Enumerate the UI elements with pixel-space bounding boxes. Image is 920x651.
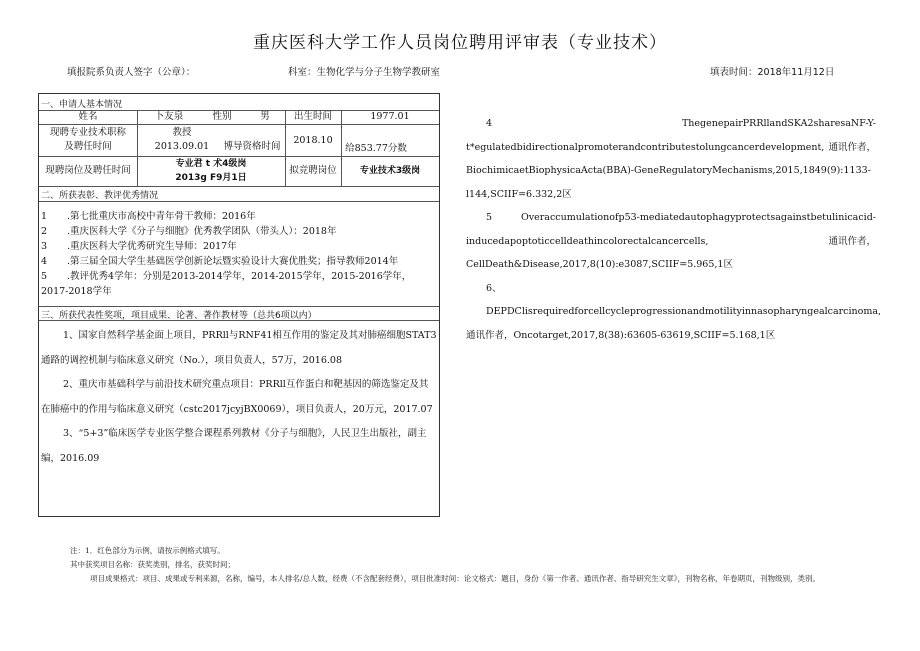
- current-post-value-line2: 2013g F9月1日: [175, 173, 247, 183]
- list-item-continuation: 2017-2018学年: [41, 286, 112, 297]
- name-label: 姓名: [78, 111, 98, 122]
- publication-4-line3: BiochimicaetBiophysicaActa(BBA)-GeneRegulatoryMechanisms,2015,1849(9):1133-: [466, 165, 871, 176]
- publication-6-line1: 6、DEPDClisrequiredforcellcycleprogressionandmotilityinnasopharyngealcarcinoma,: [486, 282, 882, 317]
- birth-label: 出生时间: [293, 111, 332, 122]
- review-form-table: [38, 93, 440, 517]
- publication-4-line2: t*egulatedbidirectionalpromoterandcontributestolungcancerdevelopment,: [466, 141, 825, 153]
- fill-date: 填表时间：2018年11月12日: [710, 67, 835, 78]
- section-basic-info-heading: 一、申请人基本情况: [41, 100, 123, 110]
- section-honors-heading: 二、所获表彰、教评优秀情况: [41, 191, 159, 201]
- current-title-value-line2: 2013.09.01: [154, 141, 210, 152]
- publication-5-number: 5: [486, 212, 493, 223]
- publication-5: [466, 206, 876, 277]
- publication-5-line1: Overaccumulationofp53-mediatedautophagyprotectsagainstbetulinicacid-: [520, 212, 876, 223]
- current-title-label-line2: 及聘任时间: [64, 141, 112, 152]
- current-post-value: [137, 157, 285, 185]
- achievement-3: 3、“5+3”临床医学专业医学整合课程系列教材《分子与细胞》，人民卫生出版社，副主编，2016.09: [41, 428, 427, 464]
- proposed-post-label: 拟竞聘岗位: [289, 165, 337, 176]
- publication-4-number: 4: [486, 118, 493, 129]
- achievement-1: 1、国家自然科学基金面上项目，PRRll与RNF41相互作用的鉴定及其对肺癌细胞STAT3通路的调控机制与临床意义研究（No.），项目负责人，57万，2016.08: [41, 330, 437, 366]
- list-item: 1 .第七批重庆市高校中青年骨干教师：2016年: [41, 211, 256, 222]
- current-post-label: 现聘岗位及聘任时间: [45, 165, 131, 176]
- achievements-text: [41, 324, 437, 471]
- department-label: 科室：生物化学与分子生物学教研室: [288, 67, 441, 78]
- current-title-value-line1: 教授: [172, 127, 192, 138]
- publications-column: [466, 112, 882, 347]
- current-post-value-line1: 专业君 t 术4级岗: [175, 159, 247, 169]
- footnote-2: 其中获奖项目名称：获奖类别，排名，获奖时间；: [70, 560, 235, 569]
- publication-5-line2: inducedapoptoticcelldeathincolorectalcancercells,: [466, 235, 709, 247]
- publication-5-role: 通讯作者，: [828, 235, 876, 247]
- publication-6: [466, 277, 882, 348]
- score-value: 给853.77分数: [345, 143, 407, 154]
- publication-4: [466, 112, 876, 206]
- footnotes: [70, 544, 820, 586]
- doctoral-value: 2018.10: [293, 135, 333, 146]
- page-title: 重庆医科大学工作人员岗位聘用评审表（专业技术）: [253, 33, 667, 53]
- proposed-post-value: 专业技术3级岗: [359, 166, 421, 176]
- gender-label: 性别: [212, 111, 232, 122]
- current-title-value: [137, 126, 227, 154]
- list-item: 5 .教评优秀4学年：分别是2013-2014学年，2014-2015学年，2015-2016学年，: [41, 271, 412, 282]
- footnote-1: 注：1．红色部分为示例，请按示例格式填写。: [70, 546, 225, 555]
- list-item: 2 .重庆医科大学《分子与细胞》优秀教学团队（带头人）：2018年: [41, 226, 337, 237]
- section-achievements-heading: 三、所获代表性奖项，项目成果、论著、著作教材等（总共6项以内）: [41, 311, 317, 321]
- achievement-2: 2、重庆市基础科学与前沿技术研究重点项目：PRRll互作蛋白和靶基因的筛选鉴定及其在肺癌中的作用与临床意义研究（cstc2017jcyjBX0069），项目负责人，20万元，2017.07: [41, 379, 433, 415]
- birth-value: 1977.01: [370, 111, 410, 122]
- publication-4-line1: ThegenepairPRRllandSKA2sharesaNF-Y-: [681, 118, 876, 129]
- publication-5-line3: CellDeath&Disease,2017,8(10):e3087,SCIIF=5.965,1区: [466, 259, 733, 270]
- list-item: 4 .第三届全国大学生基础医学创新论坛暨实验设计大赛优胜奖；指导教师2014年: [41, 256, 399, 267]
- current-title-label-line1: 现聘专业技术职称: [49, 127, 126, 138]
- list-item: 3 .重庆医科大学优秀研究生导师：2017年: [41, 241, 237, 252]
- footnote-3: 项目成果格式：项目、成果或专利来源，名称，编号，本人排名/总人数，经费（不含配套经费），项目批准时间：论文格式：题目，身份《第一作者、通讯作者、指导研究生文章》，刊物名称，年卷期页，刊物级别，类别。: [90, 574, 821, 583]
- doctoral-label: 博导资格时间: [223, 141, 281, 152]
- name-value: 卜友泉: [154, 111, 184, 122]
- signer-label: 填报院系负责人签字（公章）：: [67, 67, 196, 78]
- publication-4-role: 通讯作者，: [828, 141, 876, 153]
- honors-list: [41, 209, 411, 299]
- gender-value: 男: [260, 111, 270, 122]
- current-title-label: [39, 126, 137, 154]
- publication-4-line4: l144,SCIIF=6.332,2区: [466, 188, 572, 200]
- publication-6-line2: 通讯作者，Oncotarget,2017,8(38):63605-63619,SCIIF=5.168,1区: [466, 329, 776, 341]
